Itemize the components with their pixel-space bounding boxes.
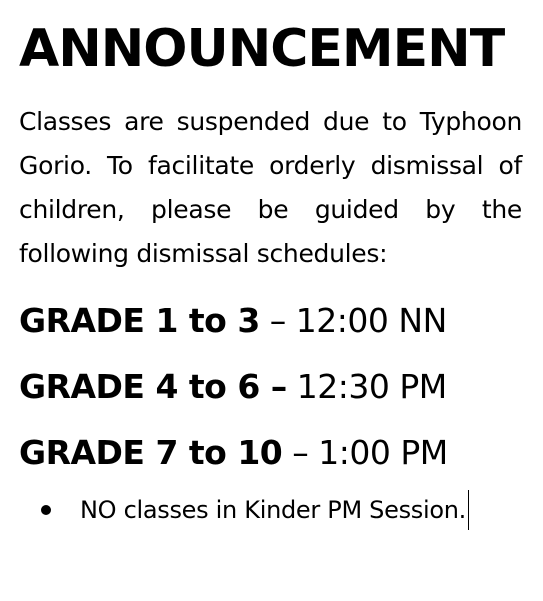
separator: – (282, 433, 319, 472)
dismissal-time: 12:30 PM (296, 367, 447, 406)
note-list (19, 490, 522, 530)
note-item (19, 490, 522, 530)
dismissal-schedule-list (19, 288, 522, 486)
dismissal-time: 1:00 PM (318, 433, 448, 472)
separator: – (259, 301, 296, 340)
schedule-row-grade-1-3 (19, 288, 522, 354)
grade-label: GRADE 7 to 10 (19, 433, 283, 472)
announcement-title: ANNOUNCEMENT (19, 19, 505, 79)
grade-label: GRADE 1 to 3 (19, 301, 260, 340)
note-text: NO classes in Kinder PM Session. (80, 496, 466, 524)
announcement-paragraph: Classes are suspended due to Typhoon Gorio. To facilitate orderly dismissal of children, please be guided by the following dismissal schedules: (19, 107, 522, 268)
document-page (19, 0, 522, 530)
bullet-icon (41, 505, 51, 515)
dismissal-time: 12:00 NN (295, 301, 447, 340)
schedule-row-grade-7-10 (19, 420, 522, 486)
separator (287, 367, 297, 406)
grade-label: GRADE 4 to 6 – (19, 367, 287, 406)
schedule-row-grade-4-6 (19, 354, 522, 420)
text-cursor (468, 490, 469, 530)
